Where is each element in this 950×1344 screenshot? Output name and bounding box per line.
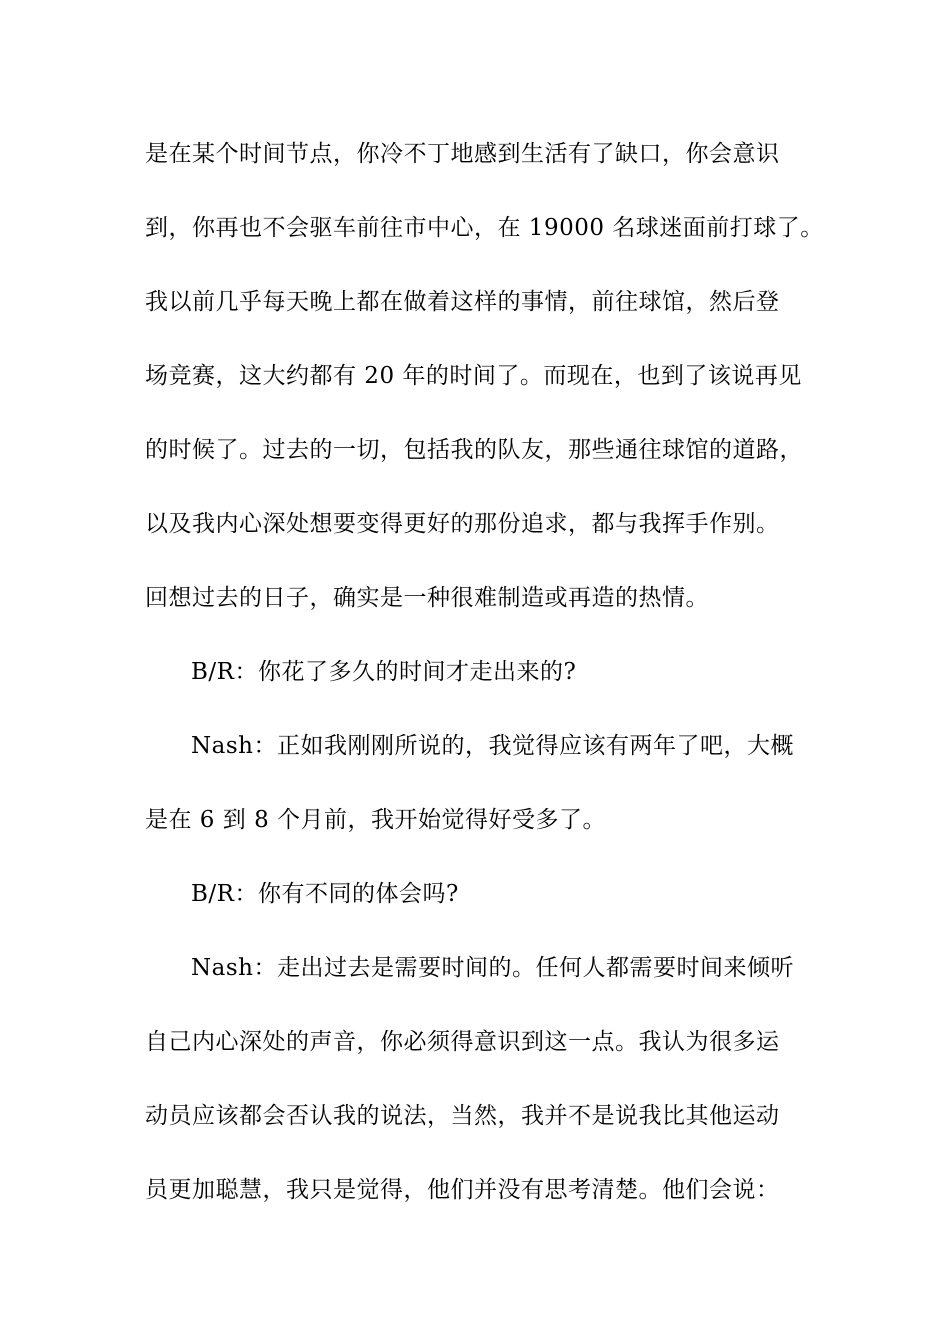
text-line: 回想过去的日子，确实是一种很难制造或再造的热情。 xyxy=(145,585,709,611)
document-body xyxy=(145,132,825,1242)
text-line: 的时候了。过去的一切，包括我的队友，那些通往球馆的道路， xyxy=(145,437,803,463)
answer-line: Nash：走出过去是需要时间的。任何人都需要时间来倾听 xyxy=(191,955,794,981)
text-line: 到，你再也不会驱车前往市中心，在 19000 名球迷面前打球了。 xyxy=(145,215,824,241)
text-line: 以及我内心深处想要变得更好的那份追求，都与我挥手作别。 xyxy=(145,511,780,537)
text-line: 是在某个时间节点，你冷不丁地感到生活有了缺口，你会意识 xyxy=(145,141,780,167)
text-line: 自己内心深处的声音，你必须得意识到这一点。我认为很多运 xyxy=(145,1029,780,1055)
text-line: 我以前几乎每天晚上都在做着这样的事情，前往球馆，然后登 xyxy=(145,289,780,315)
text-line: 员更加聪慧，我只是觉得，他们并没有思考清楚。他们会说： xyxy=(145,1177,780,1203)
text-line: 是在 6 到 8 个月前，我开始觉得好受多了。 xyxy=(145,807,607,833)
text-line: 场竞赛，这大约都有 20 年的时间了。而现在，也到了该说再见 xyxy=(145,363,802,389)
question-line: B/R：你有不同的体会吗? xyxy=(191,881,459,907)
answer-line: Nash：正如我刚刚所说的，我觉得应该有两年了吧，大概 xyxy=(191,733,794,759)
text-line: 动员应该都会否认我的说法，当然，我并不是说我比其他运动 xyxy=(145,1103,780,1129)
question-line: B/R：你花了多久的时间才走出来的? xyxy=(191,659,577,685)
